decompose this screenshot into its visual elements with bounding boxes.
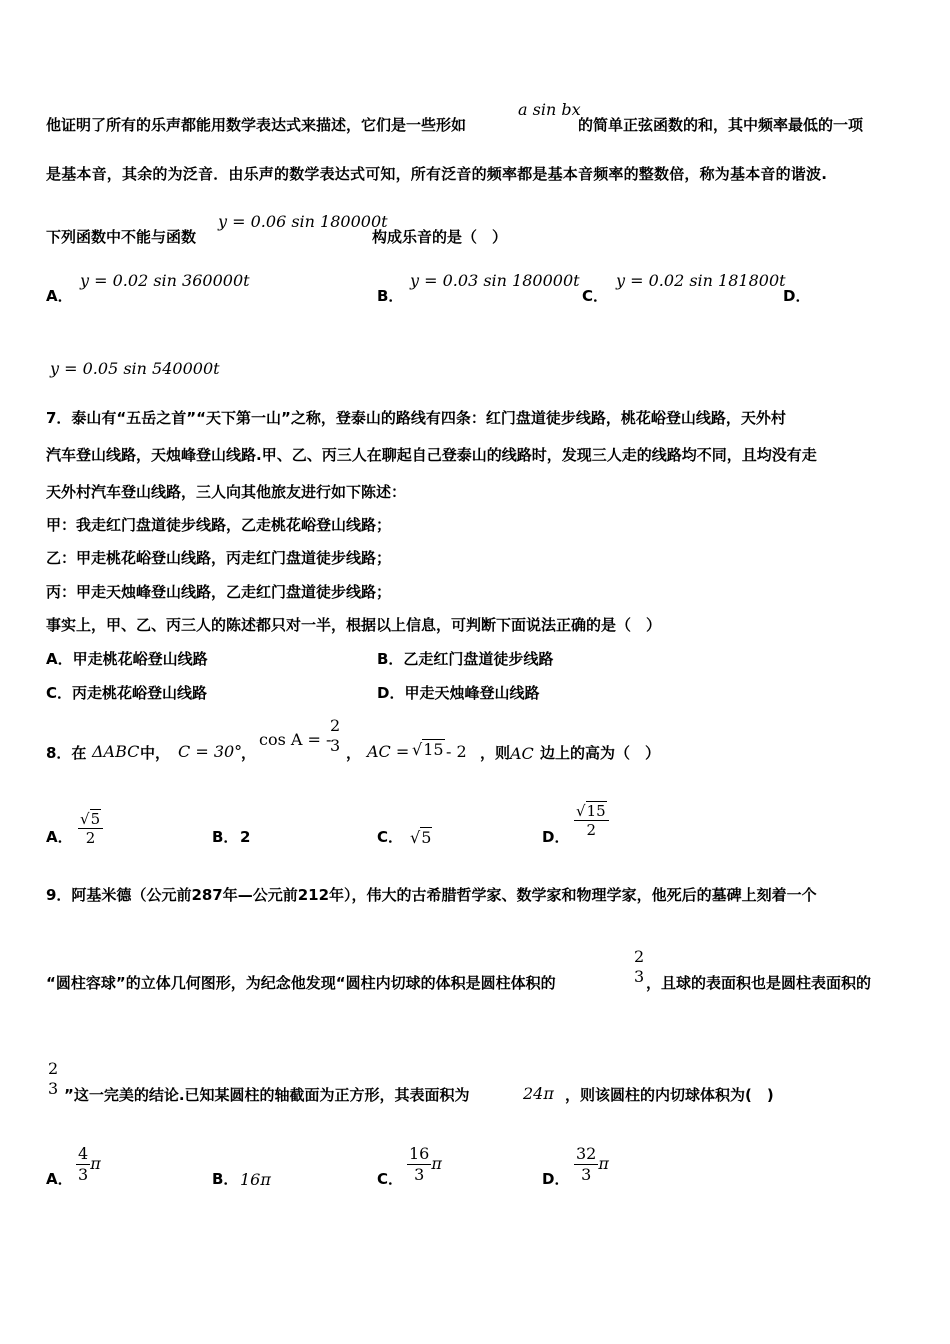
q9-d-num: 32 [576,1144,597,1163]
q9-line3-den: 3 [48,1079,59,1098]
q9-option-d-label[interactable]: D． [542,1170,570,1188]
q9-option-a-value [76,1144,101,1185]
q7-option-b[interactable]: B．乙走红门盘道徒步线路 [377,650,554,668]
q9-d-den: 3 [581,1165,592,1184]
q6-option-b-math: y = 0.03 sin 180000t [410,271,580,290]
intro-text: 他证明了所有的乐声都能用数学表达式来描述，它们是一些形如 [46,116,467,134]
q6-option-a-math: y = 0.02 sin 360000t [80,271,250,290]
q8-c-rad: 5 [421,828,432,847]
q9-option-b-label[interactable]: B． [212,1170,239,1188]
q9-c-den: 3 [414,1165,425,1184]
q7-option-a[interactable]: A．甲走桃花峪登山线路 [46,650,208,668]
q7-option-c[interactable]: C．丙走桃花峪登山线路 [46,684,208,702]
q9-a-den: 3 [78,1165,89,1184]
q8-option-d-value: $\frac{√15}{2}$ [574,802,609,839]
intro-line-3-end: 构成乐音的是（ ） [372,228,508,246]
q9-24pi: 24π [523,1084,554,1103]
q9-d-pi: π [598,1154,609,1173]
q8-cos-fraction [328,716,342,756]
q9-option-a-label[interactable]: A． [46,1170,73,1188]
q9-c-pi: π [431,1154,442,1173]
q9-option-d-value [574,1144,609,1185]
q8-option-d-label[interactable]: D． [542,828,570,846]
q8-minus-two: - 2 [446,742,467,761]
q8-triangle: ΔABC [92,742,140,761]
q8-option-a-label[interactable]: A． [46,828,73,846]
q7-line-3: 天外村汽车登山线路，三人向其他旅友进行如下陈述： [46,483,407,501]
q9-line-2-end: ，且球的表面积也是圆柱表面积的 [646,974,872,992]
q8-cos-a: cos A = - [259,730,332,749]
q6-option-a-label[interactable]: A． [46,287,73,305]
q8-comma-1: ， [241,744,257,762]
q8-d-rad: 15 [586,802,606,820]
q9-a-pi: π [90,1154,101,1173]
q9-line3-fraction [46,1059,60,1099]
q8-then: ，则 [480,744,511,762]
q8-frac-den: 3 [330,736,341,755]
q8-option-a-value: $\frac{√5}{2}$ [78,810,103,847]
q8-ac: AC [510,744,534,763]
q8-zhong: 中， [140,744,171,762]
intro-line-1-end: 的简单正弦函数的和，其中频率最低的一项 [578,116,864,134]
intro-line-3: 下列函数中不能与函数 [46,228,197,246]
q8-ac-eq: AC = [367,742,410,761]
q8-comma-2: ， [346,744,362,762]
intro-line-2: 是基本音，其余的为泛音．由乐声的数学表达式可知，所有泛音的频率都是基本音频率的整数倍，称为基本音的谐波. [46,165,828,183]
intro-line-1 [46,115,466,135]
q8-a-den: 2 [85,829,96,847]
q8-suffix: 边上的高为（ ） [540,744,661,762]
q8-angle-c: C = 30° [178,742,243,761]
q8-sqrt-15: √15 [412,740,444,759]
q8-d-den: 2 [586,821,597,839]
q8-option-c-value: √5 [410,828,432,847]
q9-line2-num: 2 [634,947,645,966]
q6-option-d-label[interactable]: D． [783,287,811,305]
q8-frac-num: 2 [330,716,341,735]
math-base-function: y = 0.06 sin 180000t [218,212,388,231]
q9-option-c-value [407,1144,442,1185]
q7-line-1: 7．泰山有“五岳之首”“天下第一山”之称，登泰山的路线有四条：红门盘道徒步线路，桃花峪登山线路，天外村 [46,409,786,427]
q7-statement-bing: 丙：甲走天烛峰登山线路，乙走红门盘道徒步线路； [46,583,392,601]
q6-option-c-math: y = 0.02 sin 181800t [616,271,786,290]
q9-line3-num: 2 [48,1059,59,1078]
q9-line-3: ”这一完美的结论.已知某圆柱的轴截面为正方形，其表面积为 [64,1086,470,1104]
q8-option-b-label[interactable]: B． [212,828,239,846]
q7-question: 事实上，甲、乙、丙三人的陈述都只对一半，根据以上信息，可判断下面说法正确的是（ ） [46,616,662,634]
q9-line-2: “圆柱容球”的立体几何图形，为纪念他发现“圆柱内切球的体积是圆柱体积的 [46,974,556,992]
q8-rad: 15 [423,740,444,759]
q6-option-b-label[interactable]: B． [377,287,404,305]
q9-line2-fraction [632,947,646,987]
q9-c-num: 16 [409,1144,430,1163]
q9-line2-den: 3 [634,967,645,986]
q7-statement-yi: 乙：甲走桃花峪登山线路，丙走红门盘道徒步线路； [46,549,392,567]
q7-statement-jia: 甲：我走红门盘道徒步线路，乙走桃花峪登山线路； [46,516,392,534]
q7-option-d[interactable]: D．甲走天烛峰登山线路 [377,684,540,702]
q9-option-c-label[interactable]: C． [377,1170,404,1188]
q8-option-c-label[interactable]: C． [377,828,404,846]
q8-a-rad: 5 [90,810,101,828]
q9-line-1: 9．阿基米德（公元前287年—公元前212年），伟大的古希腊哲学家、数学家和物理学家，他死后的墓碑上刻着一个 [46,886,817,904]
q9-a-num: 4 [78,1144,89,1163]
q6-option-d-math: y = 0.05 sin 540000t [50,359,220,378]
q8-option-b-value: 2 [240,828,251,846]
q7-line-2: 汽车登山线路，天烛峰登山线路.甲、乙、丙三人在聊起自己登泰山的线路时，发现三人走的线路均不同，且均没有走 [46,446,817,464]
q8-prefix: 8．在 [46,744,87,762]
q9-option-b-value: 16π [240,1170,271,1189]
math-asinbx: a sin bx [518,100,581,119]
q9-line-3-end: ，则该圆柱的内切球体积为( ) [565,1086,774,1104]
q6-option-c-label[interactable]: C． [582,287,609,305]
